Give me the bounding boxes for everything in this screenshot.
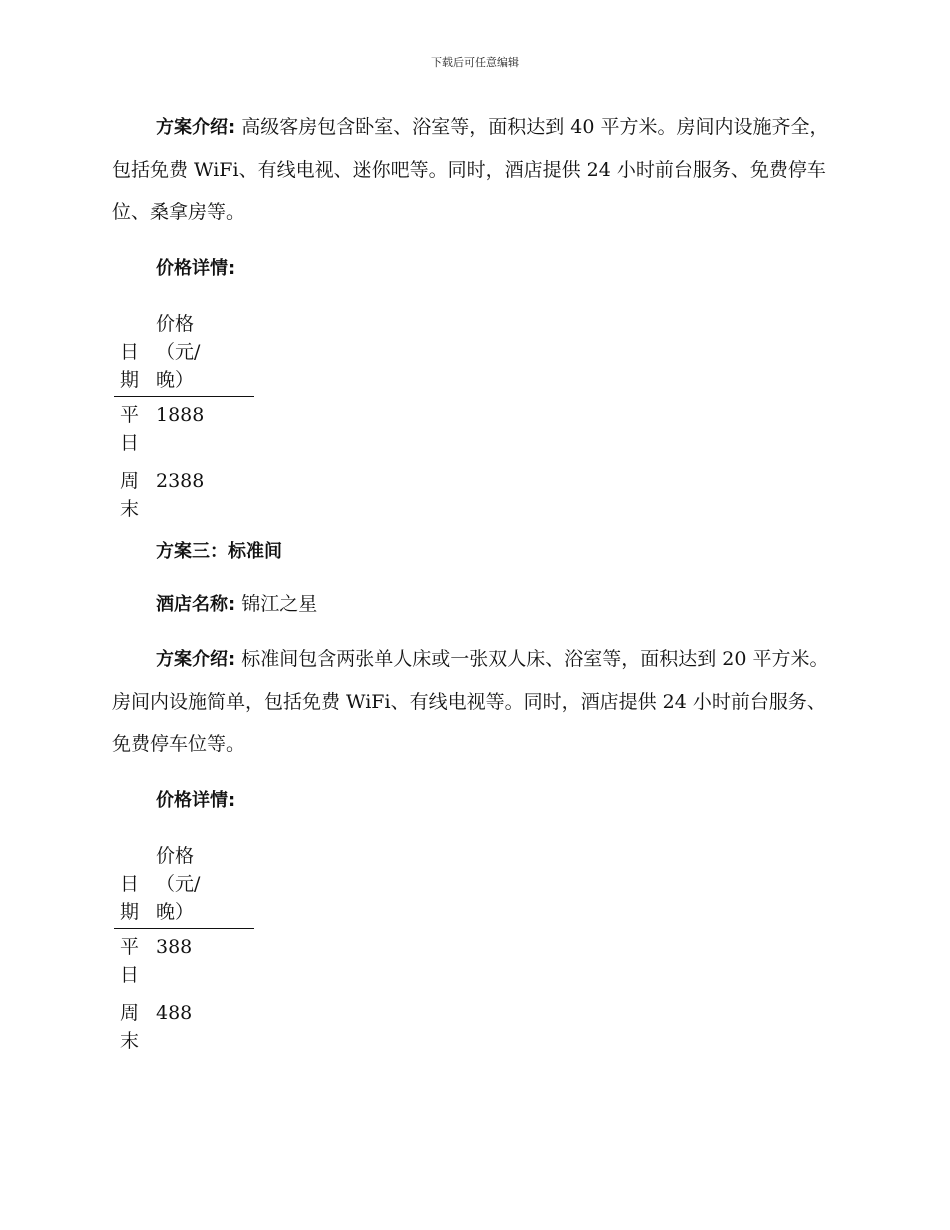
page-header: 下载后可任意编辑 <box>431 56 519 69</box>
table-header-price: 价格（元/晚） <box>156 313 201 391</box>
plan2-price-heading: 价格详情: <box>156 258 236 279</box>
table-cell-date: 平日 <box>120 936 140 986</box>
plan3-price-heading: 价格详情: <box>156 790 236 811</box>
plan3-price-table <box>114 842 254 1061</box>
plan2-intro-label: 方案介绍: <box>156 117 236 138</box>
plan3-title: 方案三：标准间 <box>156 541 282 562</box>
table-row <box>114 463 254 529</box>
plan3-hotel-name: 锦江之星 <box>235 593 318 615</box>
table-cell-price: 1888 <box>156 404 205 426</box>
table-cell-price: 2388 <box>156 470 205 492</box>
plan2-price-table <box>114 310 254 529</box>
plan3-intro <box>112 638 840 765</box>
plan3-intro-text: 标准间包含两张单人床或一张双人床、浴室等，面积达到 20 平方米。房间内设施简单，包括免费 WiFi、有线电视等。同时，酒店提供 24 小时前台服务、免费停车位等。 <box>112 648 829 755</box>
table-header-row <box>114 310 254 397</box>
table-header-row <box>114 842 254 929</box>
table-cell-date: 周末 <box>120 1002 140 1052</box>
plan3-hotel <box>112 583 840 626</box>
table-cell-date: 平日 <box>120 404 140 454</box>
table-cell-price: 388 <box>156 936 193 958</box>
table-row <box>114 397 254 463</box>
table-header-price: 价格（元/晚） <box>156 845 201 923</box>
plan2-intro-text: 高级客房包含卧室、浴室等，面积达到 40 平方米。房间内设施齐全，包括免费 WiFi、有线电视、迷你吧等。同时，酒店提供 24 小时前台服务、免费停车位、桑拿房等。 <box>112 116 829 223</box>
plan2-intro <box>112 106 840 233</box>
table-cell-date: 周末 <box>120 470 140 520</box>
plan3-hotel-label: 酒店名称: <box>156 594 236 615</box>
table-row <box>114 929 254 995</box>
table-row <box>114 995 254 1061</box>
table-header-date: 日期 <box>120 341 140 391</box>
plan3-intro-label: 方案介绍: <box>156 649 236 670</box>
table-header-date: 日期 <box>120 873 140 923</box>
table-cell-price: 488 <box>156 1002 193 1024</box>
